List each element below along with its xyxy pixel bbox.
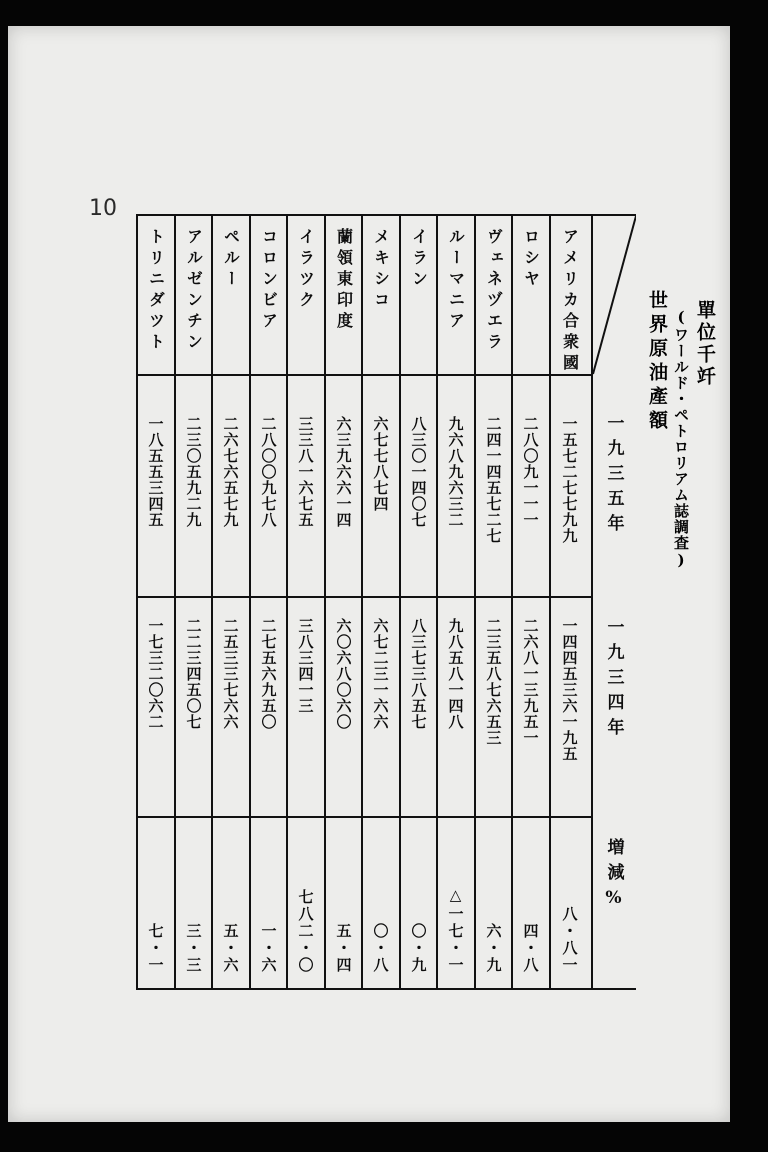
value-1934-cell: 二三五八七六五三 [484,618,503,746]
value-1934-cell: 二二三四五〇七 [184,618,203,730]
value-1935-cell: 六三九六六一四 [334,416,353,528]
value-1934-cell: 六七二三一六六 [371,618,390,730]
title-unit [692,300,719,990]
value-1934-cell: 九八五八一四八 [446,618,465,730]
page-number: 10 [89,196,117,221]
value-1934-cell: 六〇六八〇六〇 [334,618,353,730]
change-cell: 五・四 [334,923,353,974]
value-1934-cell: 二六八一三九五一 [521,618,540,746]
value-1935-cell: 一八五五三四五 [146,416,165,528]
value-1935-cell: 六七七八七四 [371,416,390,512]
change-cell: 八・八一 [560,906,579,974]
change-cell: 七・一 [146,923,165,974]
value-1934-cell: 二五三三七六六 [221,618,240,730]
value-1935-cell: 二八〇九一一一 [521,416,540,528]
change-cell: △一七・一 [446,886,465,974]
country-cell: アルゼンチン [184,228,204,354]
value-1934-cell: 三八三四一三 [296,618,315,714]
country-cell: トリニダツト [146,228,166,354]
value-1935-cell: 二六七六五七九 [221,416,240,528]
value-1934-cell: 一七三二〇六二 [146,618,165,730]
header-diagonal [591,214,636,376]
header-1935: 一九三五年 [603,414,624,539]
country-cell: ロシヤ [521,228,541,291]
title-source: (ワールド・ペトロリアム誌調査) [672,308,690,570]
title-unit-text: 單位千 [694,300,716,366]
country-cell: イラツク [296,228,316,312]
table-change-rule [136,816,591,818]
change-cell: 四・八 [521,923,540,974]
country-cell: アメリカ合衆國 [560,228,580,375]
change-cell: 六・九 [484,923,503,974]
header-change: 増減% [603,838,624,916]
table-title [644,290,716,990]
country-cell: メキシコ [371,228,391,312]
country-cell: コロンビア [259,228,279,333]
value-1935-cell: 二三〇五九二九 [184,416,203,528]
value-1935-cell: 一五七二七七九九 [560,416,579,544]
change-cell: 〇・九 [409,923,428,974]
value-1935-cell: 三三八一六七五 [296,416,315,528]
title-unit-tail: 竏 [694,366,716,388]
change-cell: 〇・八 [371,923,390,974]
change-cell: 五・六 [221,923,240,974]
value-1934-cell: 八三七三八五七 [409,618,428,730]
value-1935-cell: 二四一四五七二七 [484,416,503,544]
title-main: 世界原油產額 [646,290,668,434]
value-1934-cell: 二七五六九五〇 [259,618,278,730]
value-1934-cell: 一四四五三六一九五 [560,618,579,762]
country-cell: イラン [409,228,429,291]
change-cell: 七八二・〇 [296,889,315,974]
change-cell: 三・三 [184,923,203,974]
header-1934: 一九三四年 [603,618,624,743]
change-cell: 一・六 [259,923,278,974]
country-cell: ヴェネヅエラ [484,228,504,354]
oil-production-table [136,214,636,990]
value-1935-cell: 九六八九六三二 [446,416,465,528]
country-cell: ペルー [221,228,241,291]
country-cell: ルーマニア [446,228,466,333]
value-1935-cell: 八三〇一四〇七 [409,416,428,528]
country-cell: 蘭領東印度 [334,228,354,333]
value-1935-cell: 二八〇〇九七八 [259,416,278,528]
